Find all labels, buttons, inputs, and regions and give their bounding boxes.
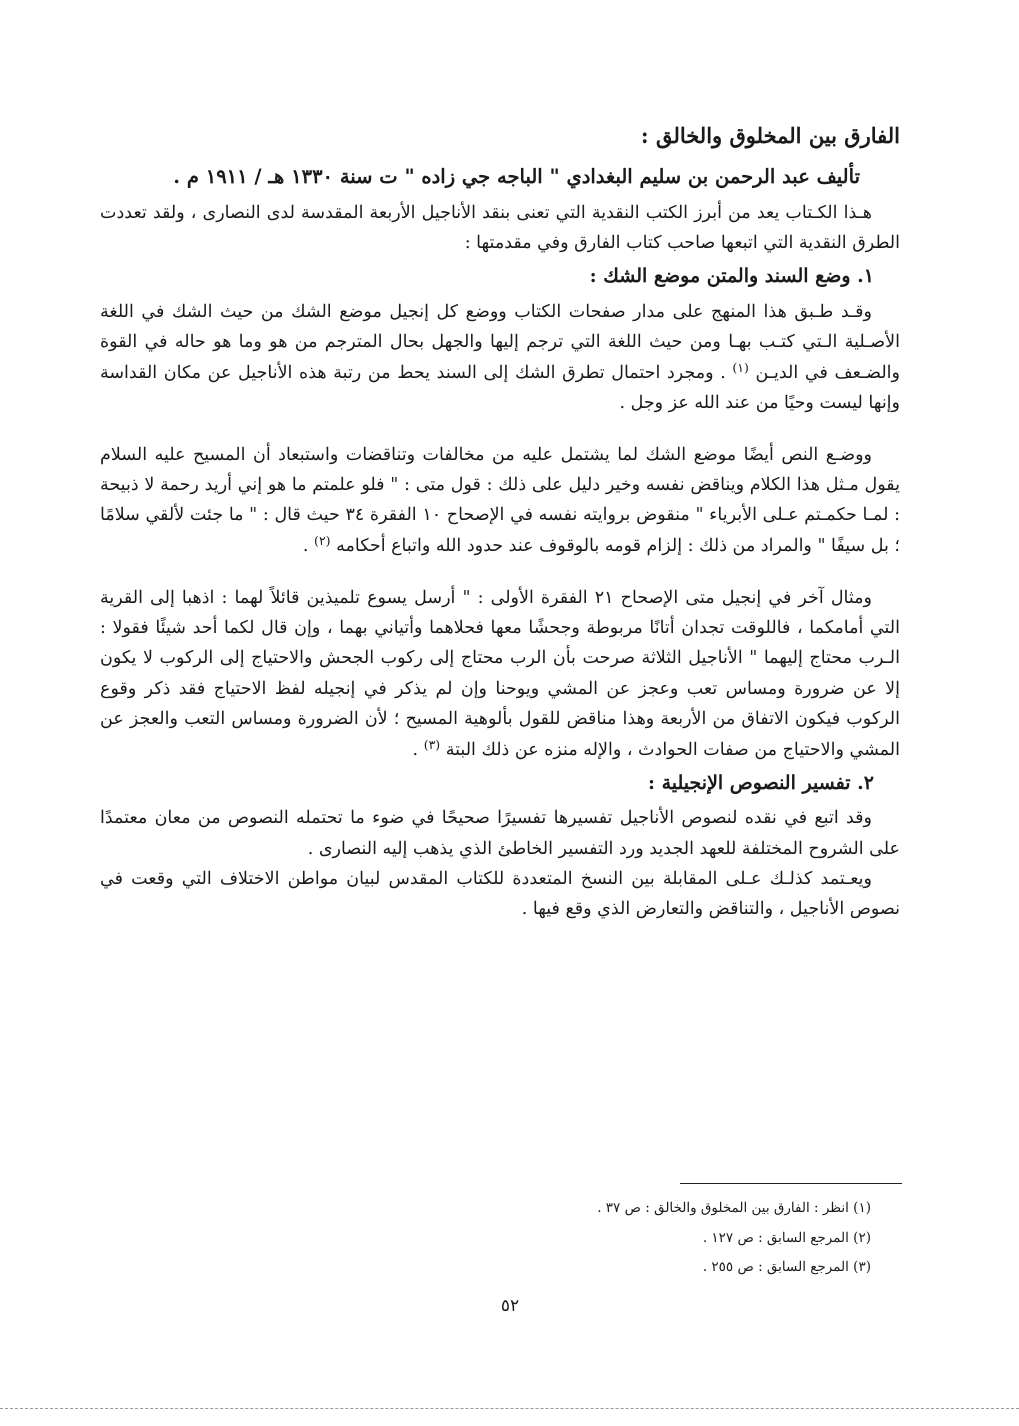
section1-paragraph-3-text: ومثال آخر في إنجيل متى الإصحاح ٢١ الفقرة الأولى : " أرسل يسوع تلميذين قائلاً لهما : اذهبا إلى القرية التي أمامكما ، فاللوقت تجدان أتانًا مربوطة وجحشًا معها فحلاهما وأتياني بهما ، وإن قال لكما أحد شيئًا فقولا : الـرب محتاج إليهما " الأناجيل الثلاثة صرحت بأن الرب محتاج إلى ركوب الجحش والاحتياج إلى الركوب لا يكون إلا عن ضرورة ومساس تعب وعجز عن المشي ويوحنا وإن لم يذكر في إنجيله لفظ الاحتياج فقد ذكر وقوع الركوب فيكون الاتفاق من الأربعة وهذا مناقض للقول بألوهية المسيح ؛ لأن الضرورة ومساس التعب والعجز عن المشي والاحتياج من صفات الحوادث ، والإله منزه عن ذلك البتة [100,588,900,760]
footnote-3: (٣) المرجع السابق : ص ٢٥٥ . [702,1259,871,1276]
section2-paragraph-2: ويعـتمد كذلـك عـلى المقابلة بين النسخ المتعددة للكتاب المقدس لبيان مواطن الاختلاف التي وقعت في نصوص الأناجيل ، والتناقض والتعارض الذي وقع فيها . [100,868,900,919]
section1-paragraph-1-text: وقـد طـبق هذا المنهج على مدار صفحات الكتاب ووضع كل إنجيل موضع الشك من حيث الشك في اللغة الأصـلية الـتي كتـب بهـا ومن حيث اللغة التي ترجم إليها والجهل بحال المترجم من هو وما هو حاله في القوة والضـعف في الديـن [100,301,900,383]
footnote-marker-3: (٣) [423,736,441,752]
section1-paragraph-2-text: ووضـع النص أيضًا موضع الشك لما يشتمل عليه من مخالفات وتناقضات واستبعاد أن المسيح عليه السلام يقول مـثل هذا الكلام ويناقض نفسه وخير دليل على ذلك : قول متى : " فلو علمتم ما هو إني أريد رحمة لا ذبيحة : لمـا حكمـتم عـلى الأبرياء " منقوض بروايته نفسه في الإصحاح ١٠ الفقرة ٣٤ حيث قال : " ما جئت لألقي سلامًا ؛ بل سيفًا " والمراد من ذلك : إلزام قومه بالوقوف عند حدود الله واتباع أحكامه [100,444,900,557]
section1-paragraph-3 [100,583,900,765]
section1-paragraph-2 [100,440,900,561]
page-title: الفارق بين المخلوق والخالق : [640,123,900,148]
intro-paragraph: هـذا الكـتاب يعد من أبرز الكتب النقدية التي تعنى بنقد الأناجيل الأربعة المقدسة لدى النصارى ، ولقد تعددت الطرق النقدية التي اتبعها صاحب كتاب الفارق وفي مقدمتها : [100,202,900,253]
footnote-1: (١) انظر : الفارق بين المخلوق والخالق : ص ٣٧ . [597,1200,871,1216]
footnote-2: (٢) المرجع السابق : ص ١٢٧ . [702,1229,871,1246]
footnotes [597,1194,871,1283]
section1-paragraph-1 [100,297,900,418]
footnote-marker-1: (١) [732,359,749,375]
section1-paragraph-1-end: . ومجرد احتمال تطرق الشك إلى السند يحط من رتبة هذه الأناجيل عن مكان القداسة وإنها ليست وحيًا من عند الله عز وجل . [100,362,900,413]
footnote-marker-2: (٢) [314,533,331,549]
section-heading-1: ١. وضع السند والمتن موضع الشك : [589,264,874,287]
section-heading-2: ٢. تفسير النصوص الإنجيلية : [647,771,874,794]
section1-paragraph-3-end: . [412,739,419,760]
section1-paragraph-2-end: . [302,536,309,557]
section2-paragraph-1: وقد اتبع في نقده لنصوص الأناجيل تفسيرها تفسيرًا صحيحًا في ضوء ما تحتمله النصوص من معان معتمدًا على الشروح المختلفة للعهد الجديد ورد التفسير الخاطئ الذي يذهب إليه النصارى . [100,808,900,859]
footnote-divider [680,1183,902,1184]
book-author-line: تأليف عبد الرحمن بن سليم البغدادي " الباجه جي زاده " ت سنة ١٣٣٠ هـ / ١٩١١ م . [173,165,860,189]
page-number: ٥٢ [500,1296,520,1316]
page-body [100,118,900,924]
scan-edge-line [0,1408,1019,1409]
